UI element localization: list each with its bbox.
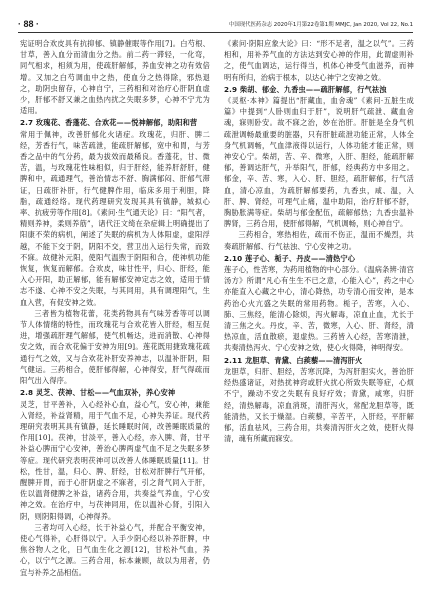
paragraph: 三者皆为植物花蕾，花类药物具有气味芳香等可以调节人体情绪的特性，而玫瑰花与合欢花皆入肝经，相互促进，增强疏肝理气解郁，使气机畅达，进而消散、心神得安之效，而合欢花偏于安神为用[9]。莲花既用捷致瑰花疏通行气之效，又与合欢花补肝安养神志，以温补肝阴，阳气健运。三药相合，使肝郁得解，心神得安，肝气得疏而阳气出入得序。 bbox=[20, 308, 210, 386]
paragraph: 三者均可入心经，长于补益心气，并配合平衡安神，使心气得补，心肝得以宁。入手少阴心经以补养肝脾，中焦谷物人之化，日气血生化之源[12]，甘松补气血，养心，以宁气之源。三药合用，标本兼顾，故以为用者，仍宜与补养之品相伍。 bbox=[20, 522, 210, 577]
section-heading: 2.10 莲子心、栀子、丹皮——清热宁心 bbox=[224, 253, 356, 263]
paragraph: 三药相合，寒热相佐，疏而不伤正，温而不燥烈，共奏疏肝解郁、行气祛浊、宁心安神之功。 bbox=[224, 230, 414, 251]
paragraph: 常用于佩神，改善肝郁化火诸症。玫瑰花，归肝、脾二经，芳香行气，味苦疏泄，能疏肝解郁，宽中和胃，与芳香之品中的气分药，最为拔效而最稀良。香蓬花，甘、微苦，温，与玫瑰花性味相似，归于肝经，能养肝舒肝，健脾和中，疏通理气，善治情志不舒、胸满郁闷、肝郁气滞证，日疏肝补肝，行气健脾作用，临床多用于利胆，降脂，疏通经络。现代药理研究发现其具有镇静，城拟心率、抗疲劳等作用[8]。《素问·生气通天论》曰：“阳气者，精则养神，柔则养筋”，诸代汪文绮在杂症辑上明确提出了阳康不荣的病机，阐述了失眠的病机为人体阳虚，虚阳浮越，不能下交于阴，阴阳不交，营卫出入运行失常，而致不寐。故健补元阳，使阳气温煦于阴阳和合，使神机功能恢复，恢复而解郁。合欢皮，味甘性平，归心、肝经，能入心开阳，助正解郁，能有解郁安神定志之效，适用于情志不遂、心神不安之失眠，与其同用，具有调理阳气，生血入营，有促安神之效。 bbox=[20, 129, 210, 307]
paragraph: 《素问·阴阳应象大论》曰：“形不足者，温之以气”。三药相和，用补养气血的方法达到安心神的作用，此谓虚则补之，使气血调达，运行得当，机体心神受气血滋养，而神明有所归，治病于根本，以达心神宁之安神之效。 bbox=[224, 39, 414, 82]
left-column bbox=[20, 38, 210, 598]
paragraph: 灵芝，甘平善补，入心经补心血，益心气，安心神，兼能入肾经，补益肾精，用于气血不足，心神失养证。现代药理研究表明其具有镇静，延长睡眠时间，改善睡眠质量的作用[10]。茯神，甘淡平，善入心经，亦入脾、肾，甘平补益心脾而宁心安神，善治心脾两虚气血不足之失眠多梦等症。现代研究表明茯神可以改善人体睡眠质量[11]。甘松，性甘，温，归心、脾、肝经，甘松对肝脾行气开郁，醒脾开胃，而于心肝阴虚之不寐者，引之肾气同入于肝，佐以温肾健脾之补益，诸药合用，共奏益气养血，宁心安神之效。在治疗中，与茯神同用，佐以温补心肾，引阳入阴，则阴阳得调，心神得养。 bbox=[20, 399, 210, 521]
page-number: · 88 · bbox=[18, 19, 40, 29]
paragraph: 莲子心，性苦寒，为药用植物的中心部分。《温病条辨·清宫汤方》所谓“凡心有生生不已之意，心能入心”，药之中心亦能直入心藏之中心，清心降热，功专清心而安神，是本药治心火亢盛之失眠的常用药物。栀子，苦寒，入心、肺、三焦经，能清心除烦，泻火解毒，凉血止血，尤长于清三焦之火。丹皮，辛、苦，微寒，入心、肝、肾经，清热凉血，活血散瘀，退虚热。三药皆入心经，苦寒清泄，共奏清热泻火、宁心安神之效，使心火得降，神明得安。 bbox=[224, 265, 414, 353]
right-column bbox=[224, 38, 414, 598]
section-heading: 2.8 灵芝、茯神、甘松——气血双补，养心安神 bbox=[20, 388, 176, 398]
running-header bbox=[18, 18, 413, 33]
paragraph: 宪证明合欢皮具有抗抑郁、镇静催眠等作用[7]。白芍根、甘草，善入血分而清血分之热。前二药一滞轻，一化弯，同气相求，相须为用，使疏肝解郁，养血安神之功有效倍增。又加之白芍调血中之热，使血分之热得除，邪热退之，助阴虫留存，心神自宁，三药相和对治疗心肝阴血虚少，肝郁不舒又兼之血热内扰之失眠多梦，心神不宁尤为适用。 bbox=[20, 39, 210, 116]
section-heading: 2.11 龙胆草、青黛、白蒺藜——清泻肝火 bbox=[224, 355, 363, 365]
paragraph: 《灵枢·本神》篇提出“肝藏血，血舍魂”《素问·五脏生成篇》中提到“人卧则血归于肝”，说明肝气疏泄、藏血舍魂，寐则卧安。故不寐之治，妙在治肝。肝脏是全身气机疏泄调畅最重要的脏器，只有肝脏疏泄功能正常，人体全身气机调畅，气血津液得以运行，人体功能才能正常，则神安心宁。柴胡，苦、辛、微寒，入肝、胆经，能疏肝解郁，善调达肝气，升举阳气，肝郁，经典药方中多用之。郁金，辛、苦、寒，入心、肝、胆经，疏肝解郁，行气活血，清心凉血，为疏肝解郁要药，九香虫，咸、温，入肝、脾、肾经，可理气止痛，温中助阳，治疗肝郁不舒，胸胁胀满等症。柴胡与郁金配伍，疏解郁热；九香虫温补脾肾，三药合用，使肝郁得解，气机调畅，则心神自宁。 bbox=[224, 96, 414, 229]
section-heading: 2.9 柴胡、郁金、九香虫——疏肝解郁，行气祛浊 bbox=[224, 84, 387, 94]
paragraph: 龙胆草，归肝、胆经，苦寒沉降，为泻肝胆实火，善治肝经热盛诸证，对热扰神窍或肝火扰心所致失眠等症，心烦不宁，躁动不安之失眠有良好疗效；青黛，咸寒，归肝经，清热解毒，凉血消斑，清肝泻火，常配龙胆草等，既能清热，又长于燥湿。白蒺藜，辛苦平，入肝经，平肝解郁，活血祛风，三药合用，共奏清泻肝火之效，使肝火得清，魂有所藏而寐安。 bbox=[224, 366, 414, 444]
journal-running-title: 中国现代医药杂志 2020年1月第22卷第1期 MMJC, Jan 2020, Vol 22, No.1 bbox=[228, 22, 413, 28]
section-heading: 2.7 玫瑰花、香蓬花、合欢花——悦神解郁，助阳和营 bbox=[20, 118, 198, 128]
